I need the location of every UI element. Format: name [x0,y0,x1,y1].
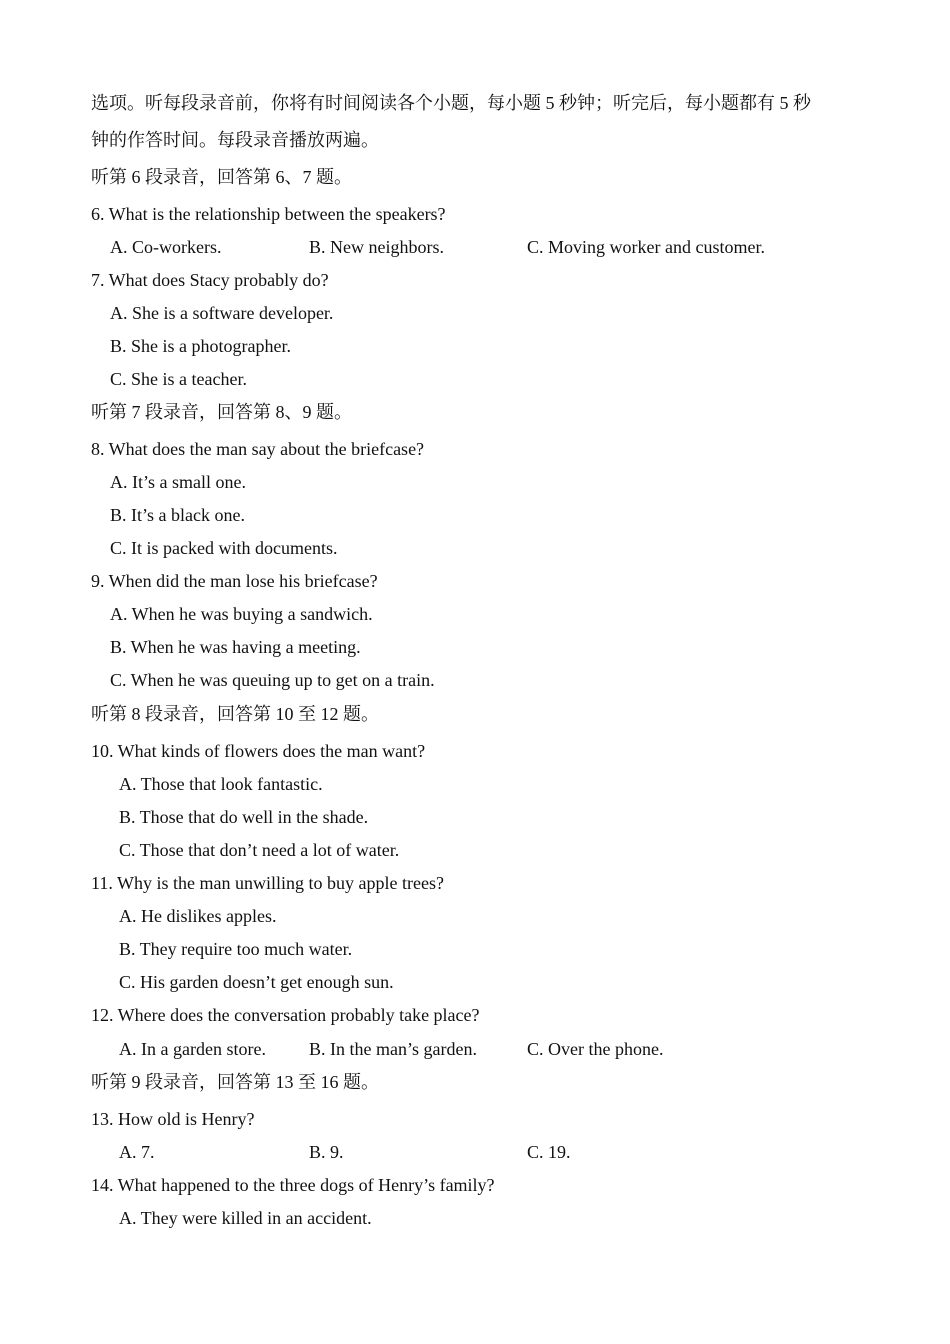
intro-line-1: 选项。听每段录音前，你将有时间阅读各个小题，每小题 5 秒钟；听完后，每小题都有 5 秒 [91,93,811,113]
section-heading-6: 听第 6 段录音，回答第 6、7 题。 [91,167,352,187]
question-6: 6. What is the relationship between the speakers? [91,204,446,224]
question-8-option-a: A. It’s a small one. [110,472,246,492]
intro-line-2: 钟的作答时间。每段录音播放两遍。 [91,130,379,150]
question-13-option-a: A. 7. [119,1142,155,1162]
question-12-option-c: C. Over the phone. [527,1039,664,1059]
question-12: 12. Where does the conversation probably take place? [91,1005,480,1025]
question-6-option-c: C. Moving worker and customer. [527,237,765,257]
question-12-option-b: B. In the man’s garden. [309,1039,477,1059]
question-14-option-a: A. They were killed in an accident. [119,1208,372,1228]
question-9-option-c: C. When he was queuing up to get on a train. [110,670,435,690]
question-7-option-a: A. She is a software developer. [110,303,334,323]
question-10-option-c: C. Those that don’t need a lot of water. [119,840,400,860]
question-11-option-c: C. His garden doesn’t get enough sun. [119,972,394,992]
question-9-option-b: B. When he was having a meeting. [110,637,361,657]
question-13-option-c: C. 19. [527,1142,571,1162]
section-heading-7: 听第 7 段录音，回答第 8、9 题。 [91,402,352,422]
question-14: 14. What happened to the three dogs of Henry’s family? [91,1175,495,1195]
question-10-option-b: B. Those that do well in the shade. [119,807,369,827]
question-7-option-b: B. She is a photographer. [110,336,291,356]
question-13: 13. How old is Henry? [91,1109,255,1129]
question-9: 9. When did the man lose his briefcase? [91,571,378,591]
question-11-option-b: B. They require too much water. [119,939,353,959]
question-10-option-a: A. Those that look fantastic. [119,774,323,794]
question-8: 8. What does the man say about the briefcase? [91,439,425,459]
question-13-option-b: B. 9. [309,1142,344,1162]
question-6-option-b: B. New neighbors. [309,237,444,257]
question-12-option-a: A. In a garden store. [119,1039,266,1059]
section-heading-8: 听第 8 段录音，回答第 10 至 12 题。 [91,704,379,724]
section-heading-9: 听第 9 段录音，回答第 13 至 16 题。 [91,1072,379,1092]
question-7-option-c: C. She is a teacher. [110,369,247,389]
question-11: 11. Why is the man unwilling to buy apple trees? [91,873,444,893]
question-7: 7. What does Stacy probably do? [91,270,329,290]
question-8-option-c: C. It is packed with documents. [110,538,338,558]
question-8-option-b: B. It’s a black one. [110,505,245,525]
question-10: 10. What kinds of flowers does the man want? [91,741,426,761]
question-6-option-a: A. Co-workers. [110,237,222,257]
question-11-option-a: A. He dislikes apples. [119,906,277,926]
question-9-option-a: A. When he was buying a sandwich. [110,604,373,624]
